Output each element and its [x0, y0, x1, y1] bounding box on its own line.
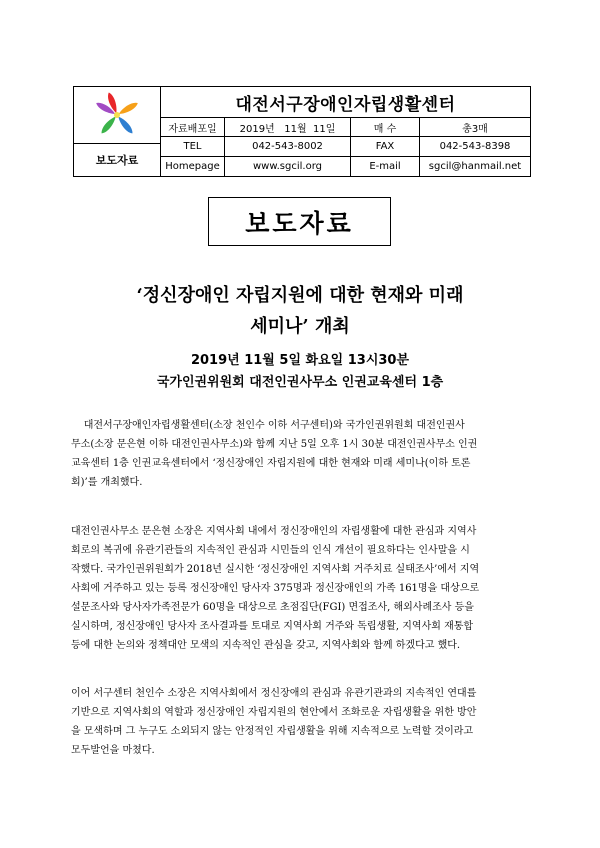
- release-date-value: 2019년 11월 11일: [225, 118, 351, 137]
- event-datetime: 2019년 11월 5일 화요일 13시30분: [190, 353, 410, 368]
- tel-label: TEL: [161, 137, 225, 156]
- body-paragraph-1: [71, 416, 529, 492]
- header-info-grid: [161, 118, 530, 176]
- header-press-label: 보도자료: [74, 144, 161, 176]
- fax-value: 042-543-8398: [420, 137, 530, 156]
- page-count-value: 총3매: [420, 118, 530, 137]
- paragraph-line: 을 모색하며 그 누구도 소외되지 않는 안정적인 자립생활을 위해 지속적으로 노력할 것이라고: [71, 726, 474, 737]
- header-table: [73, 86, 531, 177]
- logo-cell: [74, 87, 161, 144]
- headline-line-1: ‘정신장애인 자립지원에 대한 현재와 미래: [136, 285, 464, 306]
- email-label: E-mail: [351, 157, 420, 176]
- email-value: sgcil@hanmail.net: [428, 160, 522, 172]
- paragraph-line: 실시하며, 정신장애인 당사자 조사결과를 토대로 지역사회 거주와 독립생활, 지역사회 재통합: [71, 621, 474, 632]
- tel-value: 042-543-8002: [225, 137, 351, 156]
- press-release-title-box: 보도자료: [208, 197, 391, 246]
- fax-label: FAX: [351, 137, 420, 156]
- body-paragraph-2: [71, 522, 529, 655]
- page-count-label: 매 수: [351, 118, 420, 137]
- homepage-label: Homepage: [161, 157, 225, 176]
- paragraph-line: 사회에 거주하고 있는 등록 정신장애인 당사자 375명과 정신장애인의 가족 161명을 대상으로: [71, 583, 480, 594]
- paragraph-line: 대전인권사무소 문은현 소장은 지역사회 내에서 정신장애인의 자립생활에 대한 관심과 지역사: [71, 526, 477, 537]
- release-date-label: 자료배포일: [161, 118, 225, 137]
- headline-line-2: 세미나’ 개최: [250, 316, 350, 337]
- paragraph-line: 등에 대한 논의와 정책대안 모색의 지속적인 관심을 갖고, 지역사회와 함께 하겠다고 했다.: [71, 640, 461, 651]
- paragraph-line: 기반으로 지역사회의 역할과 정신장애인 자립지원의 현안에서 조화로운 자립생활을 위한 방안: [71, 707, 477, 718]
- paragraph-line: 대전서구장애인자립생활센터(소장 천인수 이하 서구센터)와 국가인권위원회 대전인권사: [71, 420, 465, 431]
- paragraph-line: 교육센터 1층 인권교육센터에서 ‘정신장애인 자립지원에 대한 현재와 미래 세미나(이하 토론: [71, 458, 471, 469]
- paragraph-line: 작했다. 국가인권위원회가 2018년 실시한 ‘정신장애인 지역사회 거주치료 실태조사’에서 지역: [71, 564, 480, 575]
- paragraph-line: 회)’를 개최했다.: [71, 477, 143, 488]
- organization-logo-icon: [74, 87, 160, 143]
- organization-name: 대전서구장애인자립생활센터: [161, 87, 530, 118]
- paragraph-line: 무소(소장 문은현 이하 대전인권사무소)와 함께 지난 5일 오후 1시 30분 대전인권사무소 인권: [71, 439, 478, 450]
- paragraph-line: 회로의 복귀에 유관기관들의 지속적인 관심과 시민들의 인식 개선이 필요하다는 인사말을 시: [71, 545, 470, 556]
- paragraph-line: 이어 서구센터 천인수 소장은 지역사회에서 정신장애의 관심과 유관기관과의 지속적인 연대를: [71, 688, 477, 699]
- paragraph-line: 설문조사와 당사자가족전문가 60명을 대상으로 초점집단(FGI) 면접조사, 해외사례조사 등을: [71, 602, 474, 613]
- body-paragraph-3: [71, 684, 529, 760]
- event-location: 국가인권위원회 대전인권사무소 인권교육센터 1층: [156, 375, 444, 390]
- paragraph-line: 모두발언을 마쳤다.: [71, 745, 155, 756]
- homepage-value: www.sgcil.org: [225, 157, 351, 176]
